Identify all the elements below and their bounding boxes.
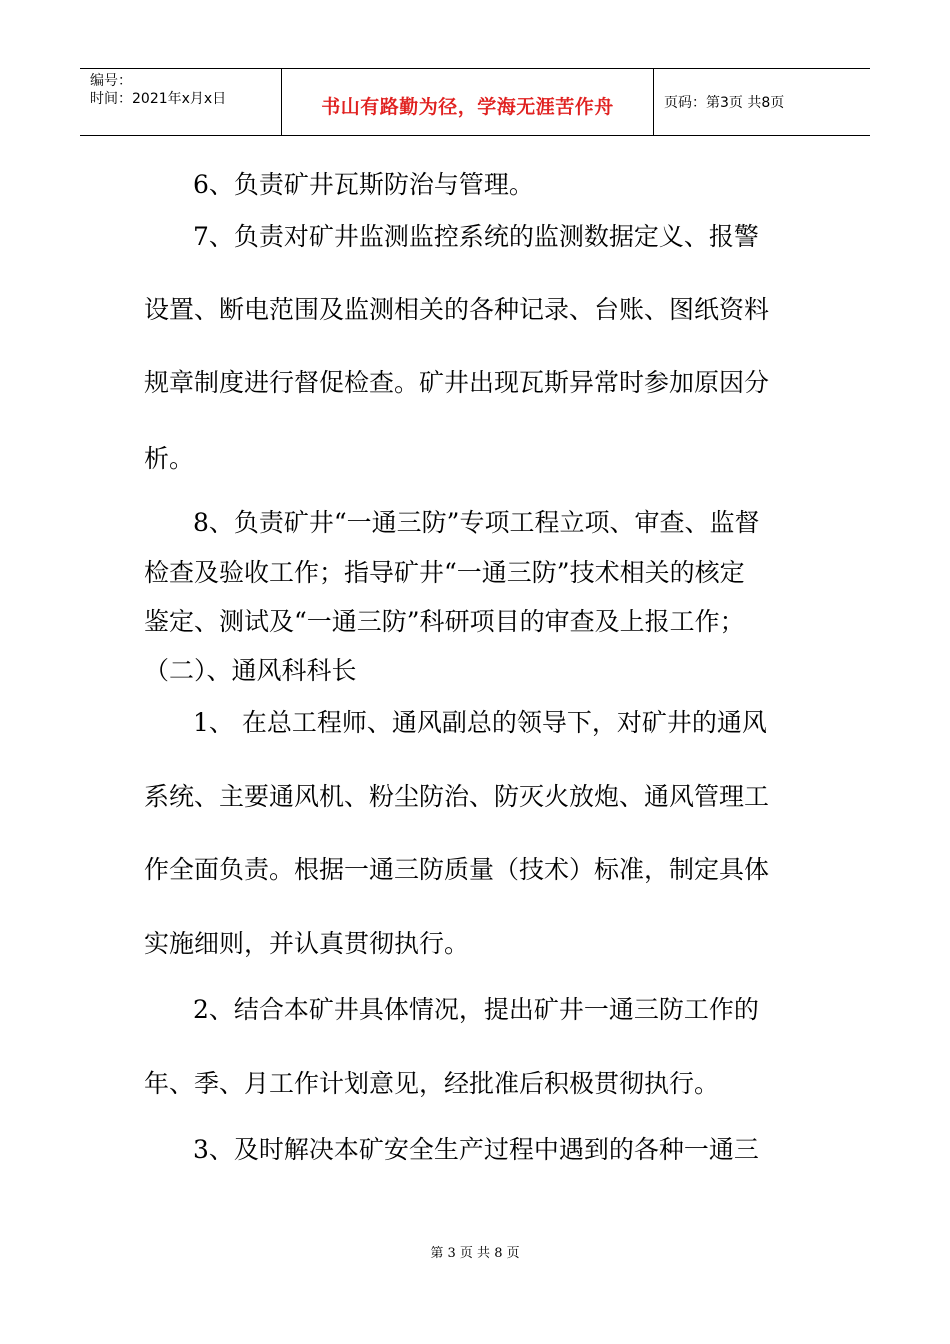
paragraph-line: 7、负责对矿井监测监控系统的监测数据定义、报警 <box>193 222 759 251</box>
paragraph-line: 规章制度进行督促检查。矿井出现瓦斯异常时参加原因分 <box>144 368 770 397</box>
header-page-cell <box>654 69 870 135</box>
paragraph-line: 鉴定、测试及“一通三防”科研项目的审查及上报工作； <box>144 607 745 636</box>
paragraph-line: 系统、主要通风机、粉尘防治、防灭火放炮、通风管理工 <box>144 782 770 811</box>
paragraph-line: 8、负责矿井“一通三防”专项工程立项、审查、监督 <box>193 508 760 537</box>
section-heading: （二）、通风科科长 <box>144 656 357 685</box>
paragraph-line: 析。 <box>144 444 195 473</box>
paragraph-line: 1、 在总工程师、通风副总的领导下，对矿井的通风 <box>193 708 767 737</box>
paragraph-line: 年、季、月工作计划意见，经批准后积极贯彻执行。 <box>144 1069 720 1098</box>
page-footer: 第 3 页 共 8 页 <box>430 1246 520 1261</box>
header-motto-cell <box>282 69 654 135</box>
document-date-label: 时间：2021年x月x日 <box>90 91 227 107</box>
header-motto: 书山有路勤为径，学海无涯苦作舟 <box>321 95 614 118</box>
paragraph-line: 6、负责矿井瓦斯防治与管理。 <box>193 170 534 199</box>
header-page-number: 页码：第3页 共8页 <box>664 95 785 111</box>
paragraph-line: 检查及验收工作；指导矿井“一通三防”技术相关的核定 <box>144 558 745 587</box>
paragraph-line: 3、及时解决本矿安全生产过程中遇到的各种一通三 <box>193 1135 759 1164</box>
header-info-cell <box>80 69 282 135</box>
paragraph-line: 2、结合本矿井具体情况，提出矿井一通三防工作的 <box>193 995 759 1024</box>
page-header <box>80 68 870 136</box>
paragraph-line: 实施细则，并认真贯彻执行。 <box>144 929 470 958</box>
paragraph-line: 设置、断电范围及监测相关的各种记录、台账、图纸资料 <box>144 295 770 324</box>
document-number-label: 编号： <box>90 73 132 89</box>
paragraph-line: 作全面负责。根据一通三防质量（技术）标准，制定具体 <box>144 855 770 884</box>
